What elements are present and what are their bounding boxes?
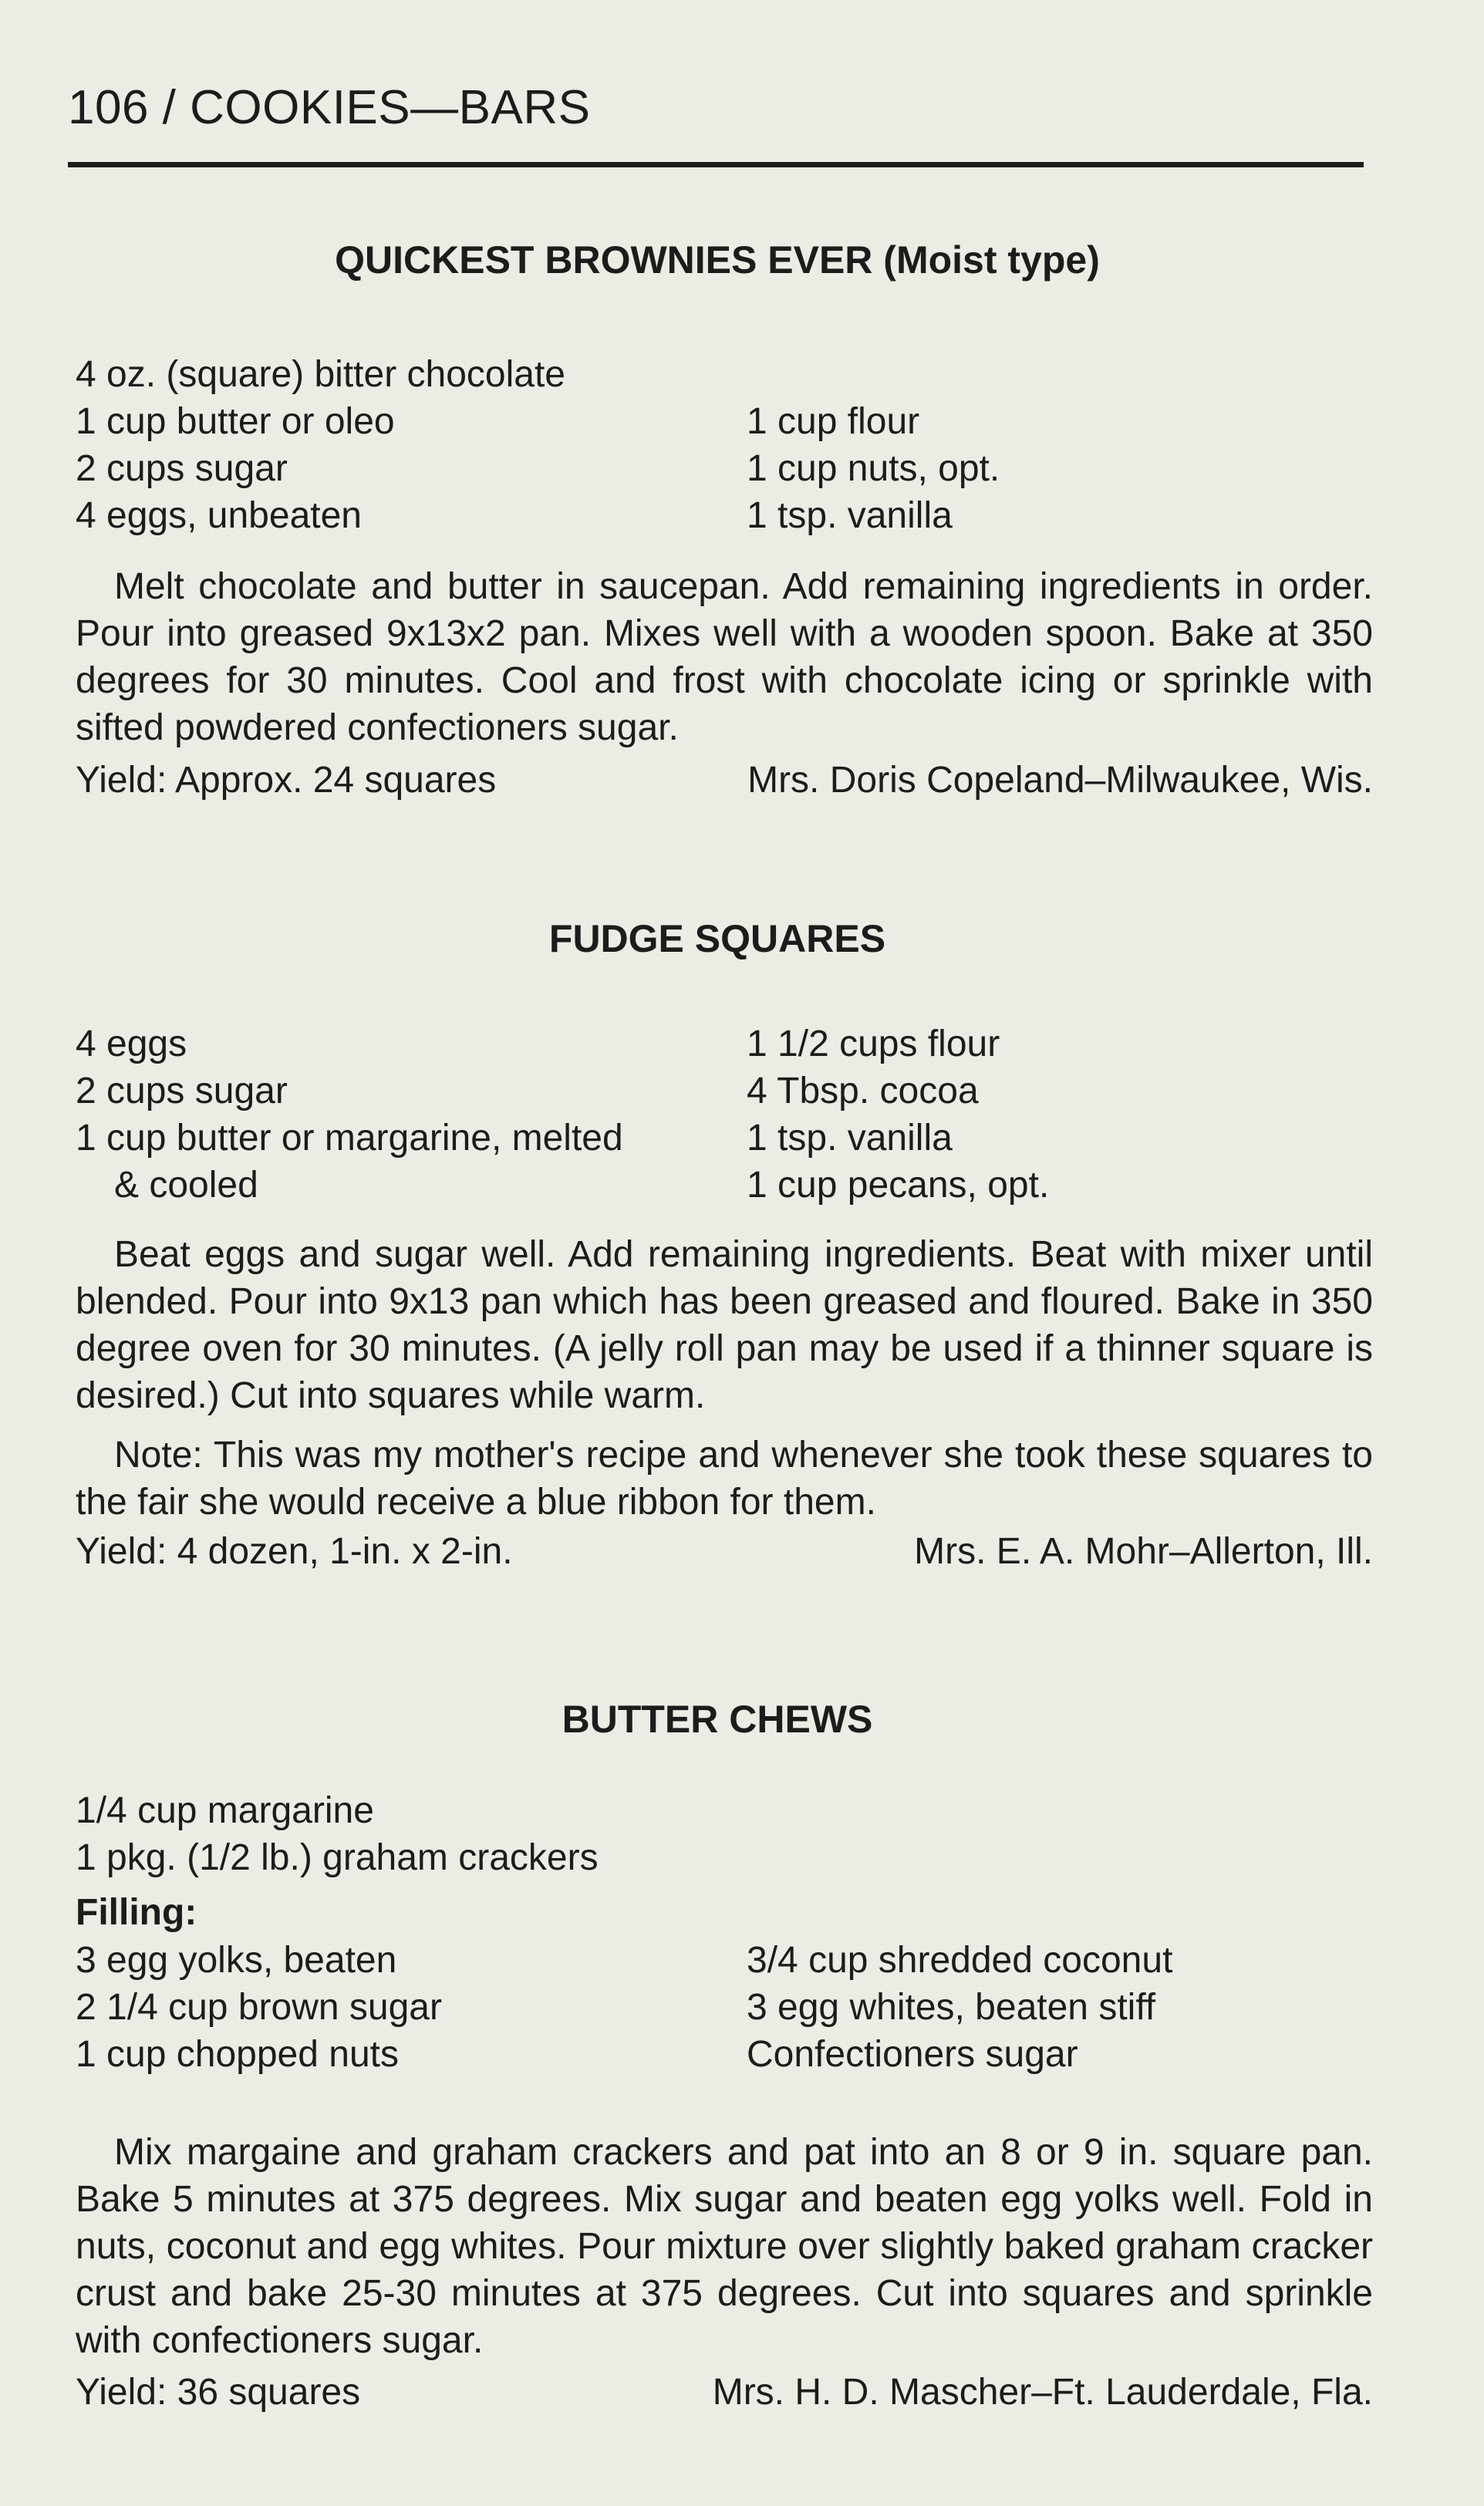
ingredient: 1 1/2 cups flour: [747, 1024, 1000, 1064]
ingredient: 1 cup butter or oleo: [76, 401, 395, 442]
ingredient: 1 cup chopped nuts: [76, 2034, 399, 2075]
recipe-yield: Yield: Approx. 24 squares: [76, 760, 497, 801]
filling-label: Filling:: [76, 1892, 197, 1933]
ingredient: 4 Tbsp. cocoa: [747, 1071, 979, 1111]
recipe-contributor: Mrs. E. A. Mohr–Allerton, Ill.: [914, 1531, 1373, 1572]
ingredient: 1/4 cup margarine: [76, 1790, 374, 1831]
recipe-contributor: Mrs. H. D. Mascher–Ft. Lauderdale, Fla.: [712, 2372, 1373, 2413]
recipe-footer: [76, 1533, 1373, 1570]
header-rule: [68, 162, 1364, 167]
ingredient: 1 tsp. vanilla: [747, 1118, 953, 1159]
ingredient: Confectioners sugar: [747, 2034, 1078, 2075]
ingredient: & cooled: [114, 1165, 258, 1206]
recipe-footer: [76, 2374, 1373, 2411]
recipe-note: Note: This was my mother's recipe and whenever she took these squares to the fair she would receive a blue ribbon for them.: [76, 1435, 1373, 1523]
ingredient: 4 eggs: [76, 1024, 187, 1064]
ingredient: 3/4 cup shredded coconut: [747, 1940, 1173, 1981]
ingredient: 1 cup flour: [747, 401, 920, 442]
recipe-title: FUDGE SQUARES: [548, 917, 886, 960]
ingredient: 4 eggs, unbeaten: [76, 495, 362, 536]
ingredient: 4 oz. (square) bitter chocolate: [76, 354, 565, 395]
ingredient: 1 tsp. vanilla: [747, 495, 953, 536]
ingredient: 2 1/4 cup brown sugar: [76, 1987, 442, 2028]
recipe-instructions: Beat eggs and sugar well. Add remaining ingredients. Beat with mixer until blended. Pour into 9x13 pan which has been greased and floured. Bake in 350 degree oven for 30 minutes. (A jelly roll pan may be used if a thinner square is desired.) Cut into squares while warm.: [76, 1234, 1373, 1416]
ingredient: 2 cups sugar: [76, 448, 288, 489]
recipe-contributor: Mrs. Doris Copeland–Milwaukee, Wis.: [747, 760, 1373, 801]
ingredient: 2 cups sugar: [76, 1071, 288, 1111]
recipe-title: QUICKEST BROWNIES EVER (Moist type): [335, 238, 1100, 282]
ingredient: 1 cup pecans, opt.: [747, 1165, 1050, 1206]
ingredient: 1 pkg. (1/2 lb.) graham crackers: [76, 1837, 599, 1878]
ingredient: 3 egg whites, beaten stiff: [747, 1987, 1156, 2028]
page-header: 106 / COOKIES—BARS: [68, 81, 591, 134]
recipe-yield: Yield: 4 dozen, 1-in. x 2-in.: [76, 1531, 513, 1572]
recipe-footer: [76, 762, 1373, 799]
ingredient: 1 cup butter or margarine, melted: [76, 1118, 623, 1159]
recipe-yield: Yield: 36 squares: [76, 2372, 361, 2413]
recipe-title: BUTTER CHEWS: [562, 1698, 873, 1741]
recipe-instructions: Melt chocolate and butter in saucepan. Add remaining ingredients in order. Pour into greased 9x13x2 pan. Mixes well with a wooden spoon. Bake at 350 degrees for 30 minutes. Cool and frost with chocolate icing or sprinkle with sifted powdered confectioners sugar.: [76, 566, 1373, 748]
ingredient: 1 cup nuts, opt.: [747, 448, 1000, 489]
recipe-instructions: Mix margaine and graham crackers and pat into an 8 or 9 in. square pan. Bake 5 minutes at 375 degrees. Mix sugar and beaten egg yolks well. Fold in nuts, coconut and egg whites. Pour mixture over slightly baked graham cracker crust and bake 25-30 minutes at 375 degrees. Cut into squares and sprinkle with confectioners sugar.: [76, 2132, 1373, 2361]
ingredient: 3 egg yolks, beaten: [76, 1940, 397, 1981]
